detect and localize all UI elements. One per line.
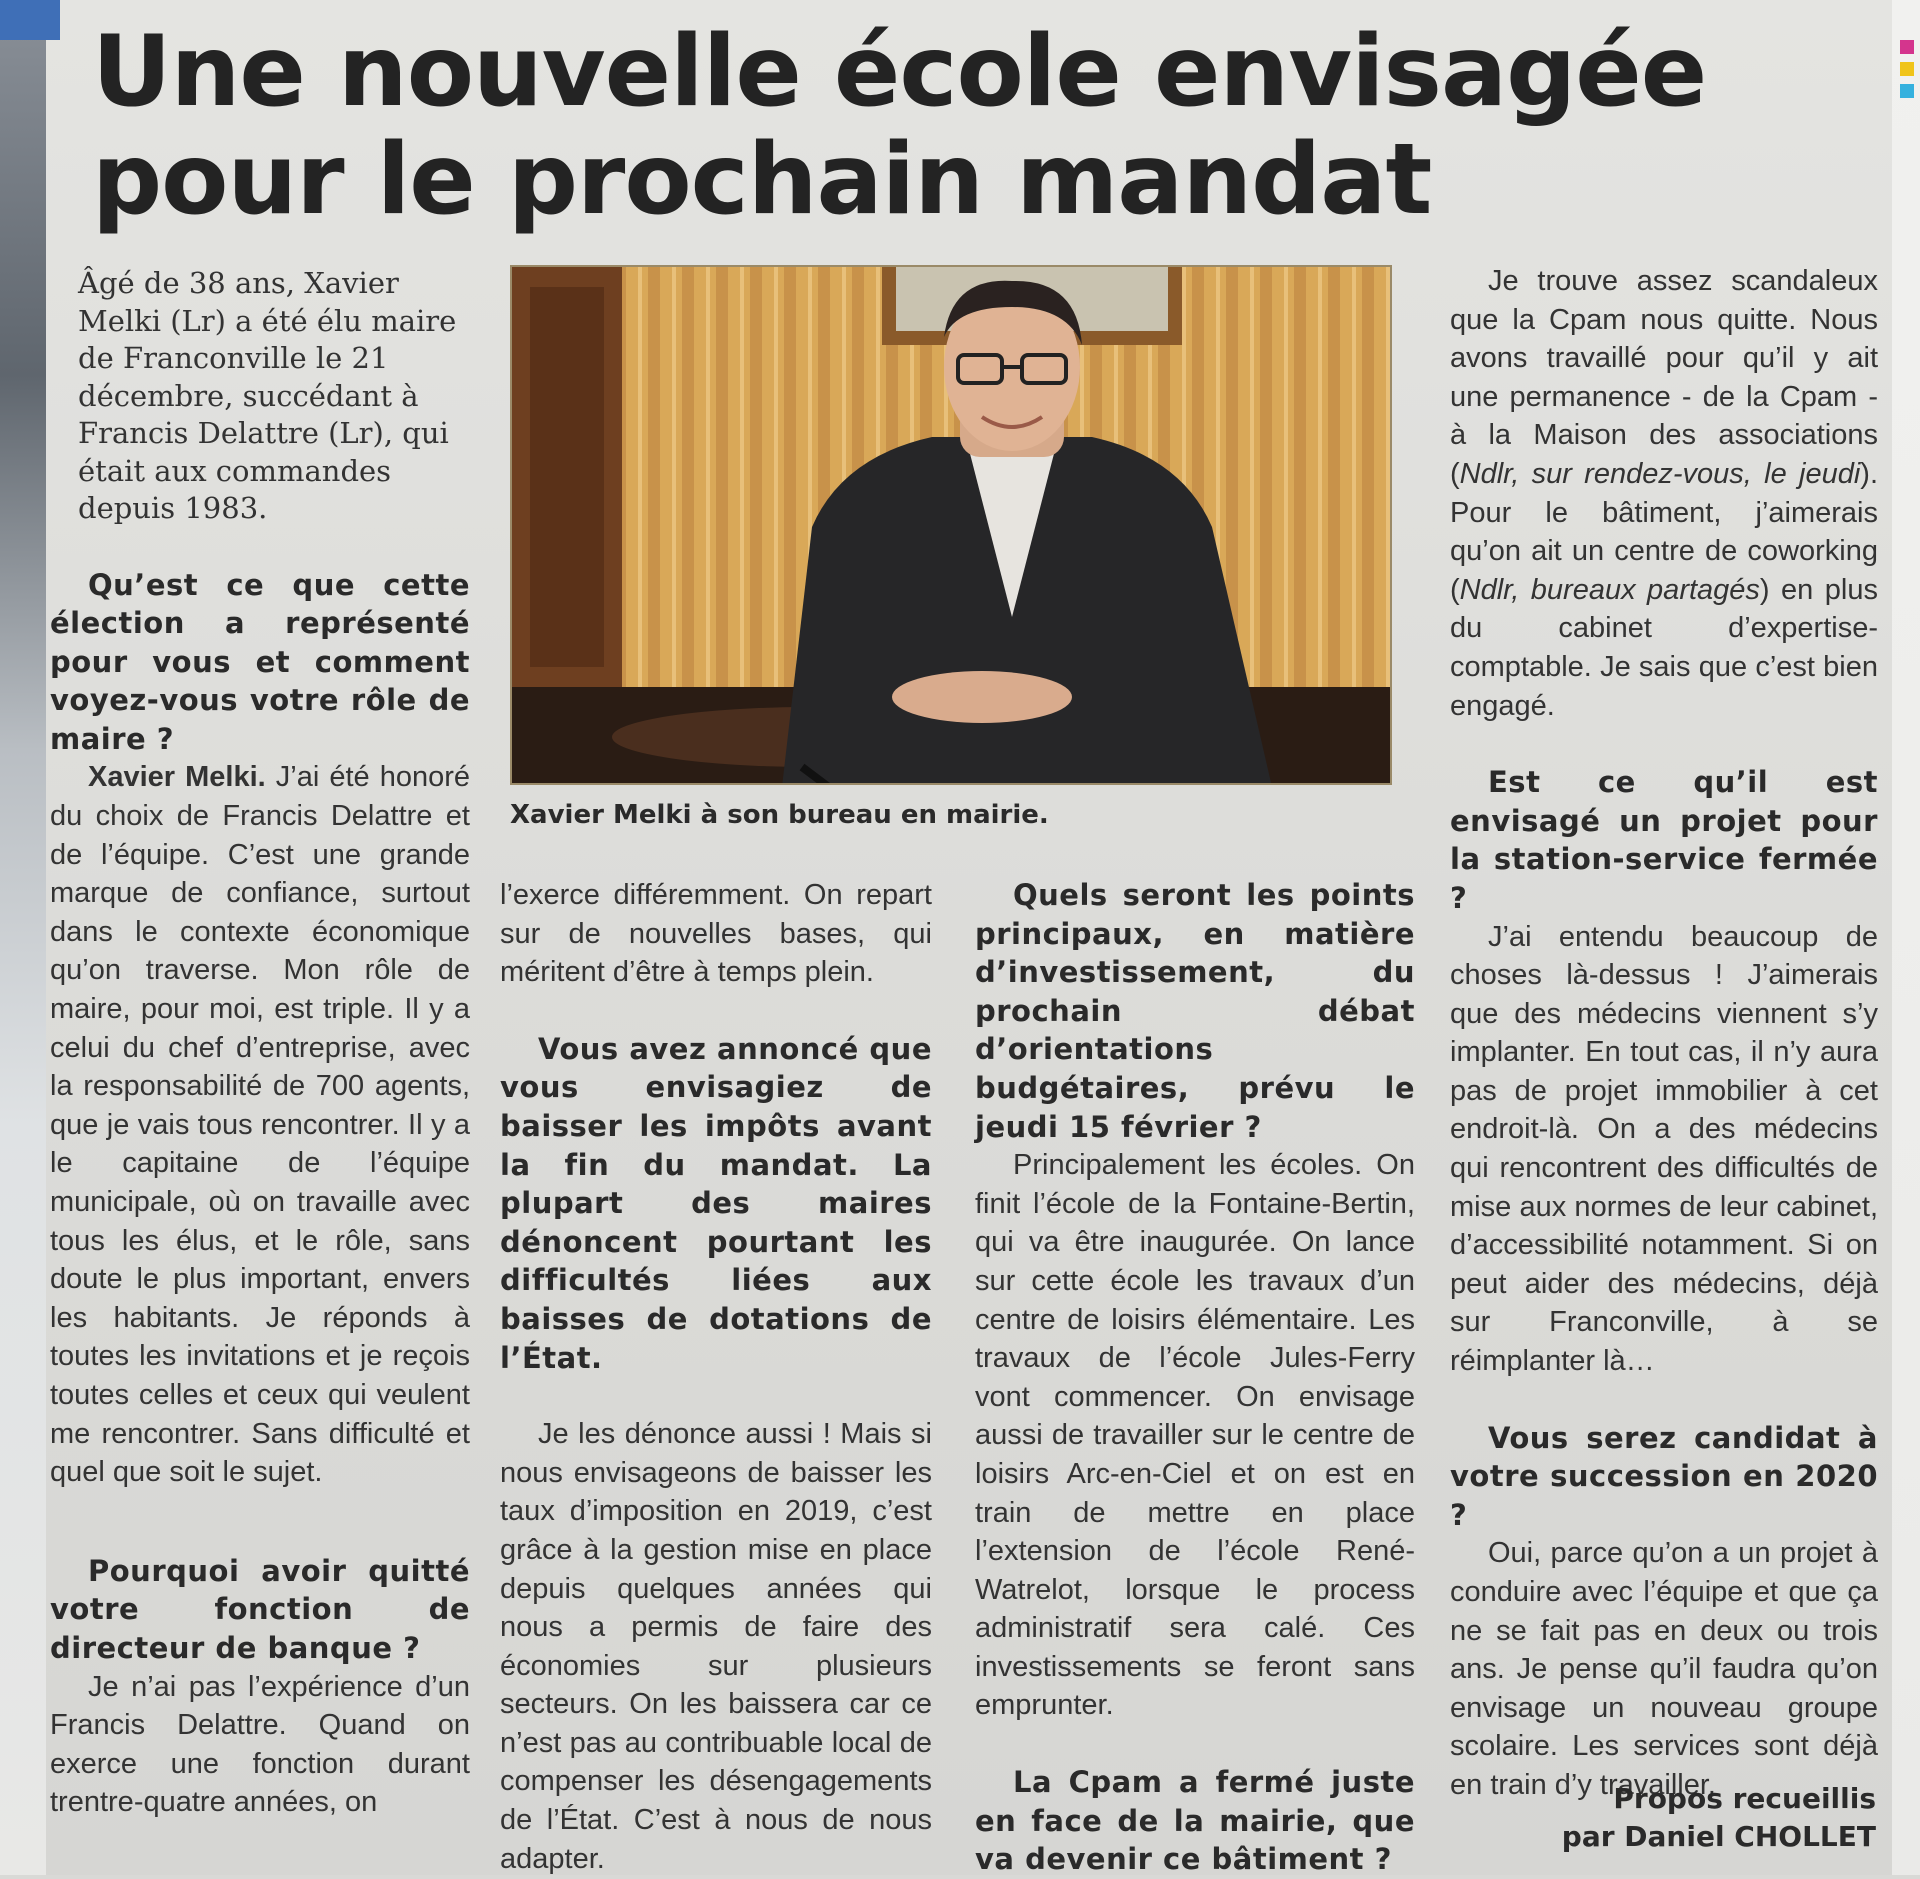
article-column-4 [1450, 262, 1878, 1805]
speaker-name: Xavier Melki. [88, 761, 266, 794]
answer-5-part-2: ). Pour le bâtiment, j’aimerais qu’on ait un centre de coworking ( [1450, 457, 1878, 606]
article-column-1 [50, 265, 470, 1822]
page-edge-left [0, 0, 46, 1875]
answer-6: J’ai entendu beaucoup de choses là-dessus ! J’aimerais que des médecins viennent s’y implanter. En tout cas, il n’y aura pas de projet immobilier à cet endroit-là. On a des médecins qui rencontrent des difficultés de mise aux normes de leur cabinet, d’accessibilité notamment. Si on peut aider des médecins, déjà sur Franconville, à se réimplanter là… [1450, 920, 1878, 1378]
answer-5-part-3: ) en plus du cabinet d’expertise-comptable. Je sais que c’est bien engagé. [1450, 573, 1878, 722]
print-color-mark [1900, 62, 1914, 76]
question-3: Vous avez annoncé que vous envisagiez de baisser les impôts avant la fin du mandat. La plupart des maires dénoncent pourtant les difficultés liées aux baisses de dotations de l’État. [500, 1031, 932, 1375]
article-column-3 [975, 876, 1415, 1879]
editor-note-2: Ndlr, bureaux partagés [1459, 573, 1760, 606]
question-6: Est ce qu’il est envisagé un projet pour la station-service fermée ? [1450, 765, 1878, 915]
signature-line-2: par Daniel CHOLLET [1561, 1820, 1876, 1853]
photo-caption: Xavier Melki à son bureau en mairie. [510, 800, 1049, 830]
question-1: Qu’est ce que cette élection a représenté pour vous et comment voyez-vous votre rôle de maire ? [50, 567, 470, 756]
question-4: Quels seront les points principaux, en matière d’investissement, du prochain débat d’orientations budgétaires, prévu le jeudi 15 février ? [975, 878, 1415, 1144]
headline-line-2: pour le prochain mandat [92, 123, 1432, 237]
answer-2: Je n’ai pas l’expérience d’un Francis Delattre. Quand on exerce une fonction durant trentre-quatre années, on [50, 1670, 470, 1819]
question-7: Vous serez candidat à votre succession en 2020 ? [1450, 1420, 1878, 1532]
answer-4: Principalement les écoles. On finit l’école de la Fontaine-Bertin, qui va être inaugurée. On lance sur cette école les travaux d’un centre de loisirs élémentaire. Les travaux de l’école Jules-Ferry vont commencer. On envisage aussi de travailler sur le centre de loisirs Arc-en-Ciel et on est en train de mettre en place l’extension de l’école René-Watrelot, lorsque le process administratif sera calé. Ces investissements se feront sans emprunter. [975, 1149, 1415, 1722]
print-color-mark [1900, 84, 1914, 98]
corner-color-block [0, 0, 60, 40]
signature-line-1: Propos recueillis [1613, 1782, 1876, 1815]
page-edge-right [1892, 0, 1920, 1875]
photo-illustration [512, 267, 1392, 785]
portrait-photo [510, 265, 1392, 785]
answer-1 [50, 758, 470, 1491]
print-color-mark [1900, 40, 1914, 54]
headline-line-1: Une nouvelle école envisagée [92, 15, 1707, 129]
question-5: La Cpam a fermé juste en face de la mairie, que va devenir ce bâtiment ? [975, 1765, 1415, 1877]
answer-3: Je les dénonce aussi ! Mais si nous envisageons de baisser les taux d’imposition en 2019, c’est grâce à la gestion mise en place depuis quelques années qui nous a permis de faire des économies sur plusieurs secteurs. On les baissera car ce n’est pas au contribuable local de compenser les désengagements de l’État. C’est à nous de nous adapter. [500, 1418, 932, 1875]
answer-2-continued: l’exerce différemment. On repart sur de nouvelles bases, qui méritent d’être à temps plein. [500, 879, 932, 989]
answer-1-text: J’ai été honoré du choix de Francis Delattre et de l’équipe. C’est une grande marque de confiance, surtout dans le contexte économique qu’on traverse. Mon rôle de maire, pour moi, est triple. Il y a celui du chef d’entreprise, avec la responsabilité de 700 agents, que je vais tous rencontrer. Il y a le capitaine de l’équipe municipale, où on travaille avec tous les élus, et le rôle, sans doute le plus important, envers les habitants. Je réponds à toutes les invitations et je reçois toutes celles et ceux qui veulent me rencontrer. Sans difficulté et quel que soit le sujet. [50, 761, 470, 1489]
article-column-2 [500, 876, 932, 1878]
author-signature [1562, 1780, 1876, 1856]
article-headline [92, 15, 1852, 237]
editor-note-1: Ndlr, sur rendez-vous, le jeudi [1459, 457, 1861, 490]
answer-5 [1450, 262, 1878, 725]
question-2: Pourquoi avoir quitté votre fonction de directeur de banque ? [50, 1553, 470, 1665]
answer-5-part-1: Je trouve assez scandaleux que la Cpam nous quitte. Nous avons travaillé pour qu’il y ait une permanence - de la Cpam - à la Maison des associations ( [1450, 265, 1878, 490]
answer-7: Oui, parce qu’on a un projet à conduire avec l’équipe et que ça ne se fait pas en deux ou trois ans. Je pense qu’il faudra qu’on envisage un nouveau groupe scolaire. Les services sont déjà en train d’y travailler. [1450, 1537, 1878, 1801]
article-intro: Âgé de 38 ans, Xavier Melki (Lr) a été élu maire de Franconville le 21 décembre, succédant à Francis Delattre (Lr), qui était aux commandes depuis 1983. [78, 266, 457, 525]
